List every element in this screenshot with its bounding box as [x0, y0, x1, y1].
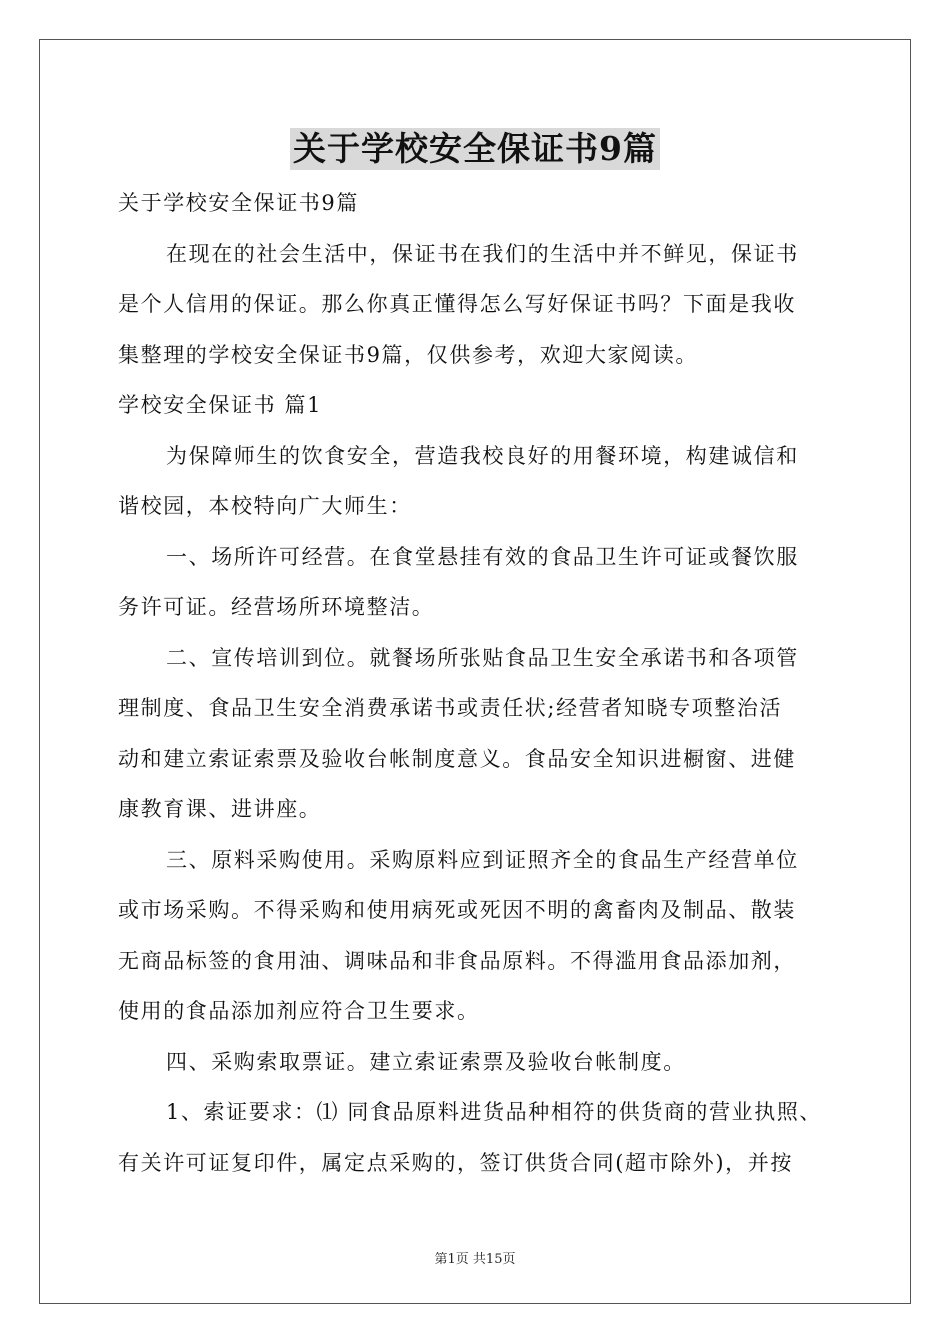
text-line: 动和建立索证索票及验收台帐制度意义。食品安全知识进橱窗、进健	[118, 746, 796, 771]
text-line: 无商品标签的食用油、调味品和非食品原料。不得滥用食品添加剂，	[118, 948, 796, 973]
text-line: 集整理的学校安全保证书9篇，仅供参考，欢迎大家阅读。	[118, 342, 698, 367]
text-line: 四、采购索取票证。建立索证索票及验收台帐制度。	[166, 1049, 686, 1074]
document-title: 关于学校安全保证书9篇	[290, 128, 660, 170]
text-line: 使用的食品添加剂应符合卫生要求。	[118, 999, 480, 1023]
title-container	[0, 128, 950, 170]
text-line: 有关许可证复印件，属定点采购的，签订供货合同(超市除外)，并按	[118, 1150, 793, 1175]
text-line: 三、原料采购使用。采购原料应到证照齐全的食品生产经营单位	[166, 847, 799, 872]
document-body	[118, 178, 838, 1188]
text-line: 1、索证要求：⑴ 同食品原料进货品种相符的供货商的营业执照、	[166, 1100, 823, 1124]
text-line: 谐校园，本校特向广大师生：	[118, 494, 412, 518]
text-line: 是个人信用的保证。那么你真正懂得怎么写好保证书吗？下面是我收	[118, 292, 796, 316]
text-line: 理制度、食品卫生安全消费承诺书或责任状;经营者知晓专项整治活	[118, 696, 783, 720]
text-line: 务许可证。经营场所环境整洁。	[118, 595, 435, 619]
text-line: 学校安全保证书 篇1	[118, 393, 323, 417]
text-line: 一、场所许可经营。在食堂悬挂有效的食品卫生许可证或餐饮服	[166, 544, 799, 569]
page-footer: 第1页 共15页	[434, 1252, 516, 1267]
text-line: 或市场采购。不得采购和使用病死或死因不明的禽畜肉及制品、散装	[118, 898, 796, 922]
text-line: 为保障师生的饮食安全，营造我校良好的用餐环境，构建诚信和	[166, 443, 799, 468]
subtitle-line: 关于学校安全保证书9篇	[118, 191, 359, 215]
text-line: 在现在的社会生活中，保证书在我们的生活中并不鲜见，保证书	[166, 241, 799, 266]
text-line: 康教育课、进讲座。	[118, 797, 322, 821]
text-line: 二、宣传培训到位。就餐场所张贴食品卫生安全承诺书和各项管	[166, 645, 799, 670]
